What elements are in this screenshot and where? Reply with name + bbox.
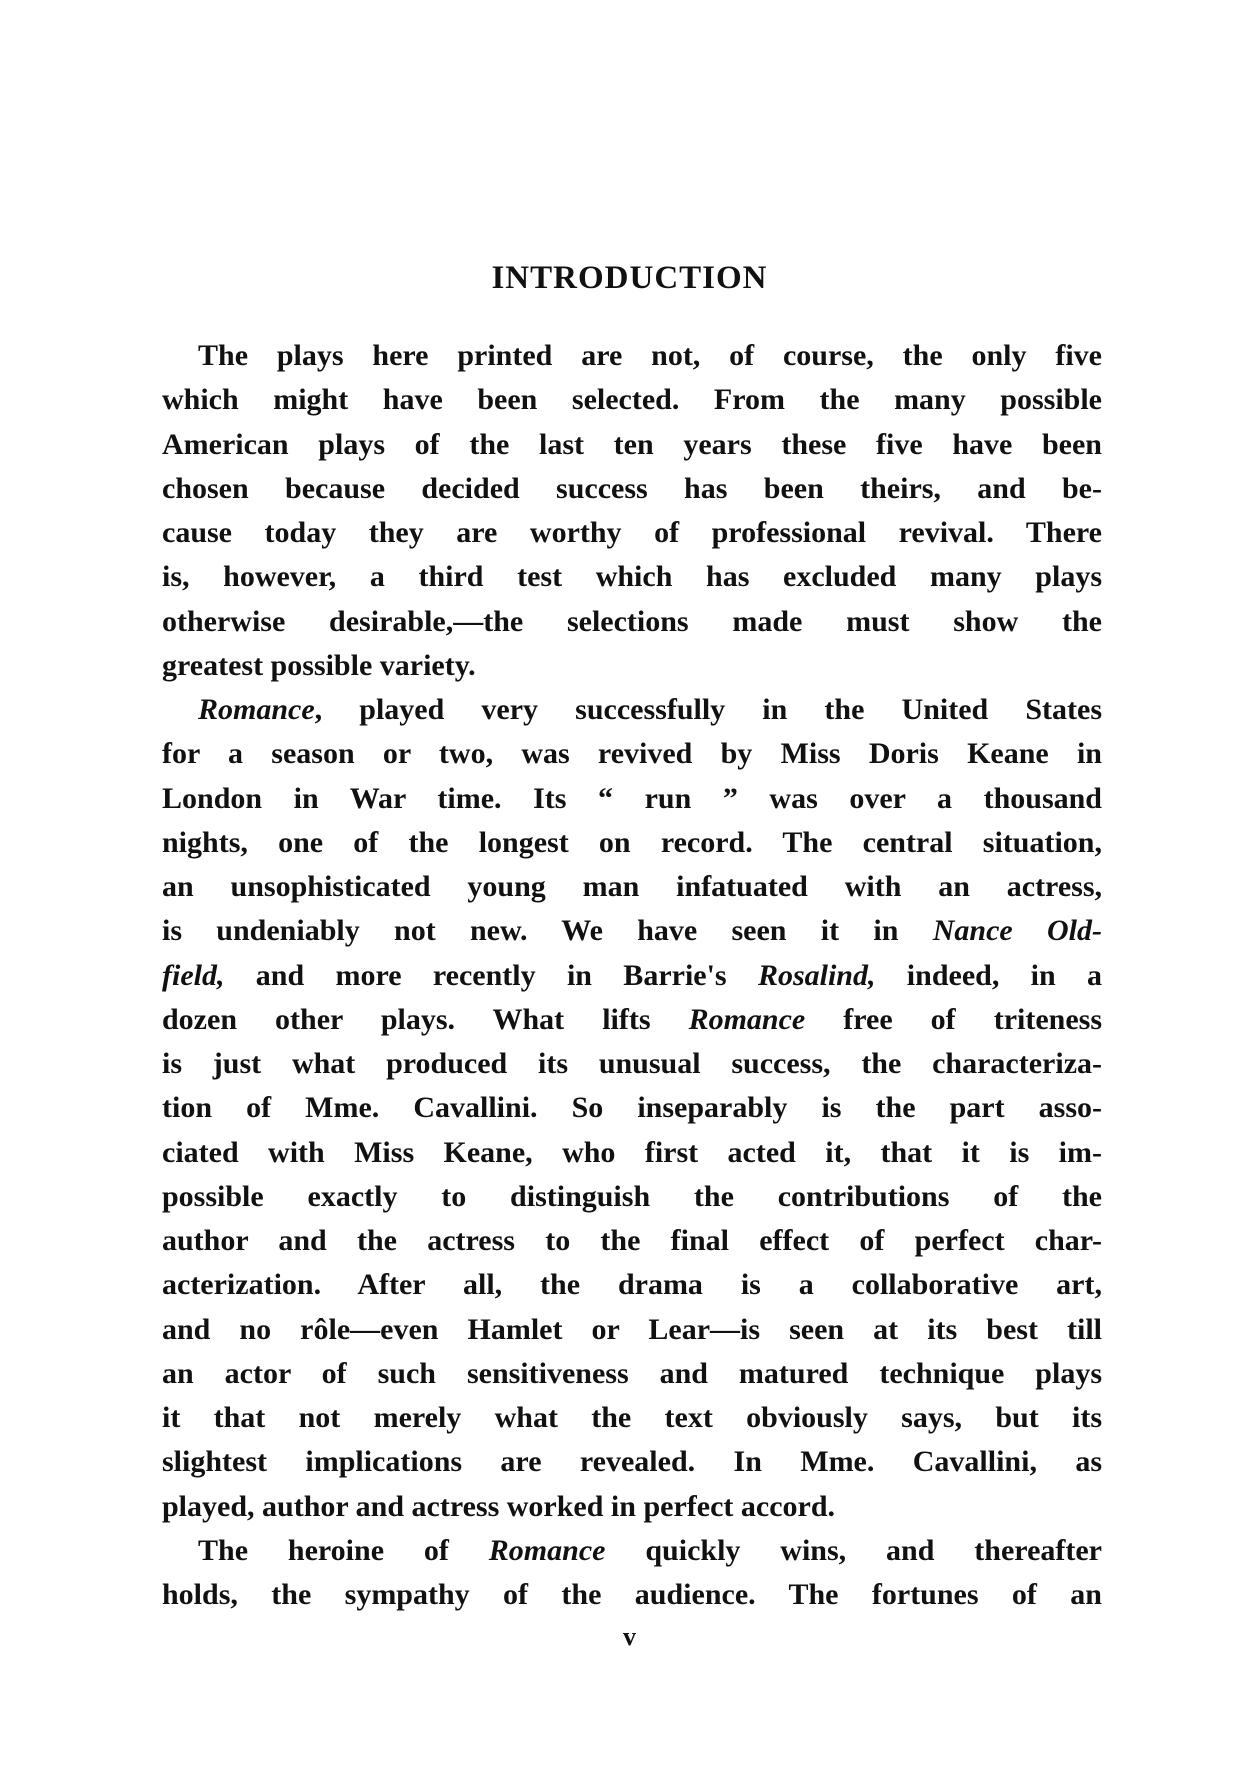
text-line: greatest possible variety. — [162, 648, 476, 682]
text-line: tion of Mme. Cavallini. So inseparably is the part asso- — [162, 1091, 1102, 1125]
text-line: an actor of such sensitiveness and matured technique plays — [162, 1356, 1102, 1390]
text-line: slightest implications are revealed. In Mme. Cavallini, as — [162, 1445, 1102, 1479]
text-line: The heroine of Romance quickly wins, and thereafter — [198, 1533, 1102, 1567]
text-line: author and the actress to the final effect of perfect char- — [162, 1224, 1102, 1257]
text-line: holds, the sympathy of the audience. The fortunes of an — [162, 1578, 1102, 1611]
text-line: is, however, a third test which has excluded many plays — [162, 560, 1102, 594]
text-line: otherwise desirable,—the selections made must show the — [162, 604, 1102, 638]
text-line: played, author and actress worked in perfect accord. — [162, 1489, 836, 1523]
text-line: is just what produced its unusual success, the characteriza- — [162, 1047, 1102, 1080]
page-title: INTRODUCTION — [491, 260, 768, 296]
text-line: The plays here printed are not, of course, the only five — [198, 339, 1102, 372]
text-line: possible exactly to distinguish the contributions of the — [162, 1179, 1102, 1213]
text-line: field, and more recently in Barrie's Rosalind, indeed, in a — [162, 958, 1102, 992]
text-line: and no rôle—even Hamlet or Lear—is seen at its best till — [162, 1312, 1102, 1346]
text-line: Romance, played very successfully in the United States — [198, 693, 1102, 726]
text-line: ciated with Miss Keane, who first acted it, that it is im- — [162, 1135, 1102, 1169]
body-text — [162, 334, 1102, 1617]
text-line: chosen because decided success has been theirs, and be- — [162, 471, 1102, 505]
text-line: nights, one of the longest on record. The central situation, — [162, 825, 1102, 859]
text-line: which might have been selected. From the many possible — [162, 383, 1102, 417]
page-number: v — [623, 1622, 636, 1651]
text-line: London in War time. Its “ run ” was over a thousand — [162, 781, 1102, 815]
text-line: acterization. After all, the drama is a collaborative art, — [162, 1268, 1102, 1302]
text-line: for a season or two, was revived by Miss Doris Keane in — [162, 737, 1102, 771]
text-line: it that not merely what the text obviously says, but its — [162, 1401, 1102, 1434]
text-line: cause today they are worthy of professional revival. There — [162, 516, 1102, 549]
text-line: American plays of the last ten years these five have been — [162, 427, 1102, 461]
text-line: dozen other plays. What lifts Romance free of triteness — [162, 1002, 1102, 1036]
text-line: is undeniably not new. We have seen it in Nance Old- — [162, 914, 1102, 948]
text-line: an unsophisticated young man infatuated with an actress, — [162, 870, 1102, 903]
